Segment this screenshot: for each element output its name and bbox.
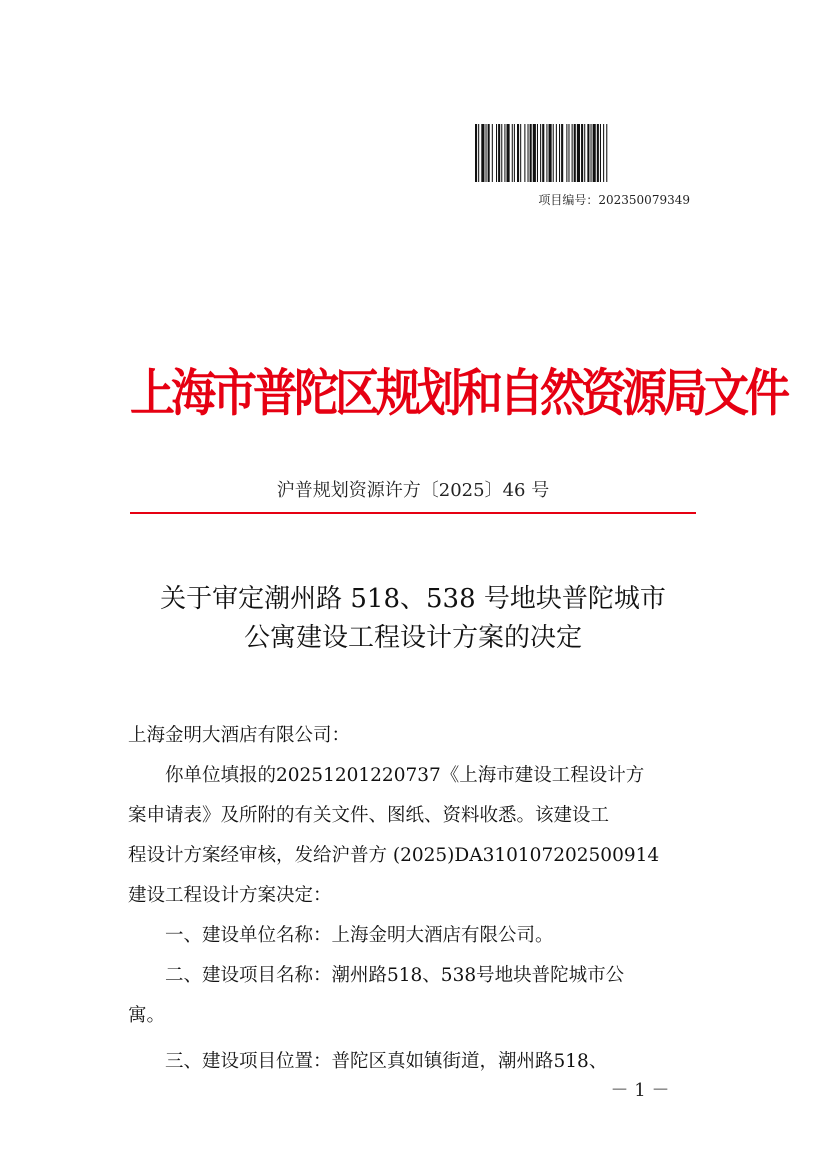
page-number: － 1 － [610,1080,670,1101]
paragraph-line: 建设工程设计方案决定： [128,885,332,906]
agency-title: 上海市普陀区规划和自然资源局文件 [130,363,787,423]
project-number: 项目编号：202350079349 [538,193,690,207]
paragraph-line: 你单位填报的20251201220737《上海市建设工程设计方 [165,765,645,786]
document-number: 沪普规划资源许方〔2025〕46 号 [276,480,550,501]
list-item: 三、建设项目位置：普陀区真如镇街道，潮州路518、 [165,1051,608,1072]
red-divider [130,512,696,514]
document-title [118,580,708,658]
list-item-continuation: 寓。 [128,1005,166,1026]
paragraph-line: 案申请表》及所附的有关文件、图纸、资料收悉。该建设工 [128,805,610,826]
list-item: 一、建设单位名称：上海金明大酒店有限公司。 [165,925,554,946]
list-item: 二、建设项目名称：潮州路518、538号地块普陀城市公 [165,965,625,986]
paragraph-line: 程设计方案经审核，发给沪普方 (2025)DA310107202500914 [128,845,660,866]
barcode [475,124,689,182]
addressee: 上海金明大酒店有限公司： [128,725,351,746]
document-body [128,716,700,1082]
document-title-line-2: 公寓建设工程设计方案的决定 [243,623,582,653]
document-title-line-1: 关于审定潮州路 518、538 号地块普陀城市 [160,584,666,614]
